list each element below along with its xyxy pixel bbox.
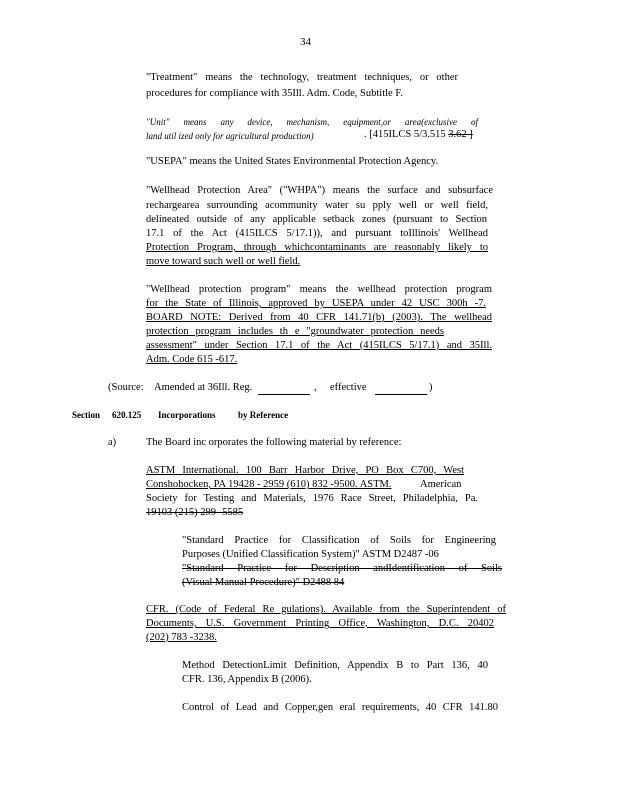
inserted-text: Documents, U.S. Government Printing Office, Washington, D.C. 20402 (146, 618, 494, 629)
text-line: delineated outside of any applicable setback zones (pursuant to Section (146, 214, 487, 225)
section-number: 620.125 (112, 410, 142, 420)
inserted-text: for the State of Illinois, approved by USEPA under 42 USC 300h -7. (146, 298, 486, 309)
page-number: 34 (300, 36, 311, 48)
text-line: . [415ILCS 5/3.515 (364, 129, 446, 140)
text-line: Amended at 36Ill. Reg. (154, 382, 253, 393)
text-line: (Source: (108, 382, 144, 393)
text-line: procedures for compliance with 35Ill. Adm. Code, Subtitle F. (146, 88, 403, 99)
inserted-text: CFR. (Code of Federal Re gulations). Available from the Superintendent of (146, 604, 506, 615)
definition-usepa (146, 156, 438, 167)
text-line: American (420, 479, 462, 490)
text-line: land util ized only for agricultural production) (146, 131, 314, 141)
inserted-text: BOARD NOTE: Derived from 40 CFR 141.71(b) (2003). The wellhead (146, 312, 492, 323)
inserted-text: ASTM International. 100 Barr Harbor Drive, PO Box C700, West (146, 465, 464, 476)
section-label: Section (72, 410, 100, 420)
deleted-text: 3.62 ] (448, 129, 473, 140)
text-line: CFR. 136, Appendix B (2006). (182, 674, 312, 685)
text-line: effective (330, 382, 367, 393)
inserted-text: Conshohocken, PA 19428 - 2959 (610) 832 -9500. ASTM. (146, 479, 392, 490)
text-line: The Board inc orporates the following material by reference: (146, 437, 402, 448)
text-line: "Treatment" means the technology, treatment techniques, or other (146, 72, 458, 83)
section-title: Incorporations (158, 410, 216, 420)
item-label: a) (108, 437, 117, 448)
deleted-text: (Visual Manual Procedure)" D2488 84 (182, 577, 345, 588)
inserted-text: (202) 783 -3238. (146, 632, 217, 643)
text-line: ) (429, 382, 433, 393)
deleted-text: "Standard Practice for Description andIdentification of Soils (182, 563, 502, 574)
blank-line (258, 394, 310, 395)
text-line: "USEPA" means the United States Environmental Protection Agency. (146, 156, 439, 167)
deleted-text: 19103 (215) 299 -5585 (146, 507, 244, 518)
text-line: "Unit" means any device, mechanism, equipment,or area(exclusive of (146, 117, 478, 127)
citation (364, 129, 473, 140)
text-line: Method DetectionLimit Definition, Appendix B to Part 136, 40 (182, 660, 488, 671)
inserted-text: move toward such well or well field. (146, 256, 301, 267)
inserted-text: Adm. Code 615 -617. (146, 354, 238, 365)
text-line: Purposes (Unified Classification System)" ASTM D2487 -06 (182, 549, 439, 560)
text-line: Society for Testing and Materials, 1976 Race Street, Philadelphia, Pa. (146, 493, 478, 504)
text-line: "Standard Practice for Classification of Soils for Engineering (182, 535, 496, 546)
text-line: "Wellhead Protection Area" ("WHPA") means the surface and subsurface (146, 185, 493, 196)
text-line: rechargearea surrounding acommunity water su pply well or well field, (146, 200, 488, 211)
inserted-text: Protection Program, through whichcontaminants are reasonably likely to (146, 242, 488, 253)
section-title: by Reference (238, 410, 289, 420)
inserted-text: protection program includes th e "groundwater protection needs (146, 326, 444, 337)
blank-line (375, 394, 427, 395)
text-line: Control of Lead and Copper,gen eral requirements, 40 CFR 141.80 (182, 702, 498, 713)
text-line: , (314, 382, 317, 393)
inserted-text: assessment" under Section 17.1 of the Act (415ILCS 5/17.1) and 35Ill. (146, 340, 492, 351)
text-line: 17.1 of the Act (415ILCS 5/17.1)), and pursuant toIllinois' Wellhead (146, 228, 488, 239)
text-line: "Wellhead protection program" means the wellhead protection program (146, 284, 492, 295)
